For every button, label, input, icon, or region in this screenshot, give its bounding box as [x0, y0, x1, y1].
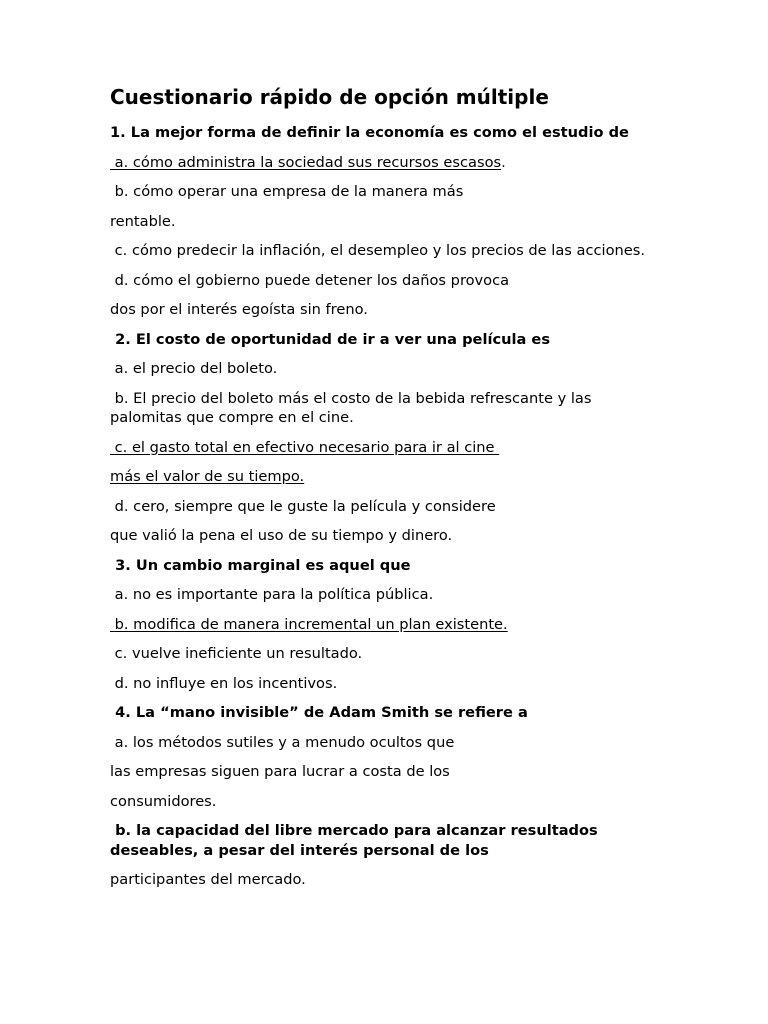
q3-option-d: d. no influye en los incentivos. — [110, 674, 338, 692]
document-title: Cuestionario rápido de opción múltiple — [110, 85, 549, 109]
q4-option-a-line2: las empresas siguen para lucrar a costa de los — [110, 763, 450, 780]
question-4: 4. La “mano invisible” de Adam Smith se refiere a — [110, 704, 528, 721]
q4-option-a-line1: a. los métodos sutiles y a menudo ocultos que — [110, 733, 455, 751]
q2-option-c-line2: más el valor de su tiempo. — [110, 468, 305, 485]
q3-option-a: a. no es importante para la política pública. — [110, 586, 434, 603]
q1-option-a — [110, 153, 650, 173]
q2-option-c-line1: c. el gasto total en efectivo necesario para ir al cine — [110, 438, 500, 456]
q1-option-d-line1: d. cómo el gobierno puede detener los daños provoca — [110, 271, 510, 289]
question-2: 2. El costo de oportunidad de ir a ver una película es — [110, 330, 551, 348]
question-3: 3. Un cambio marginal es aquel que — [110, 556, 411, 574]
q2-option-d-line1: d. cero, siempre que le guste la película y considere — [110, 497, 496, 515]
document-page — [110, 84, 650, 900]
q2-option-b: b. El precio del boleto más el costo de la bebida refrescante y las palomitas que compre en el cine. — [110, 389, 597, 426]
q2-option-a: a. el precio del boleto. — [110, 360, 278, 377]
q1-option-b-line2: rentable. — [110, 212, 176, 230]
q1-option-a-answer: a. cómo administra la sociedad sus recursos escasos — [110, 153, 502, 171]
q4-option-b-line2: participantes del mercado. — [110, 871, 306, 888]
q4-option-a-line3: consumidores. — [110, 792, 217, 810]
q1-option-d-line2: dos por el interés egoísta sin freno. — [110, 301, 368, 318]
q3-option-c: c. vuelve ineficiente un resultado. — [110, 645, 363, 662]
q1-option-b-line1: b. cómo operar una empresa de la manera más — [110, 183, 464, 200]
q2-option-d-line2: que valió la pena el uso de su tiempo y dinero. — [110, 527, 453, 544]
q3-option-b: b. modifica de manera incremental un plan existente. — [110, 615, 508, 633]
q4-option-b-line1: b. la capacidad del libre mercado para alcanzar resultados deseables, a pesar del interés personal de los — [110, 822, 603, 859]
q1-option-c: c. cómo predecir la inflación, el desempleo y los precios de las acciones. — [110, 242, 645, 259]
q1-option-a-tail: . — [501, 153, 506, 171]
question-1: 1. La mejor forma de definir la economía es como el estudio de — [110, 124, 629, 141]
